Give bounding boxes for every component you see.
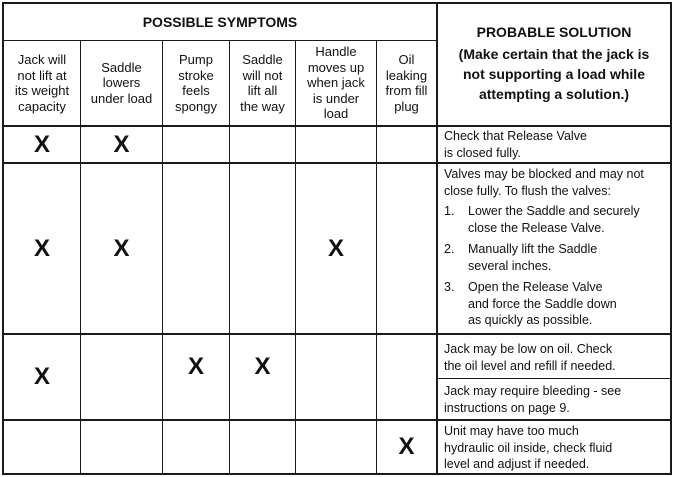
row-2-mark-jack-will-not-lift: X (33, 234, 50, 262)
row-3-split-divider (438, 378, 672, 379)
flush-steps-list (444, 203, 668, 329)
symptom-header-jack-will-not-lift: Jack will not lift at its weight capacity (14, 52, 70, 114)
flush-step-number: 2. (444, 242, 455, 256)
solution-note: (Make certain that the jack is not supporting a load while attempting a solution.) (458, 46, 650, 102)
row-3-mark-pump-spongy: X (187, 353, 204, 380)
symptom-header-saddle-will-not-lift: Saddle will not lift all the way (240, 52, 285, 114)
table-border-right (670, 2, 672, 475)
symptom-header-oil-leaking: Oil leaking from fill plug (385, 52, 428, 114)
solution-title: PROBABLE SOLUTION (476, 24, 632, 40)
row-1-solution: Check that Release Valve is closed fully. (444, 129, 587, 160)
flush-step-text: Open the Release Valve and force the Saddle down as quickly as possible. (468, 280, 617, 327)
flush-step (444, 203, 668, 236)
row-4-solution: Unit may have too much hydraulic oil inside, check fluid level and adjust if needed. (444, 424, 613, 471)
table-border-bottom (2, 473, 672, 475)
row-2-mark-handle-moves-up: X (327, 234, 344, 262)
row-3-solution-bleeding: Jack may require bleeding - see instructions on page 9. (444, 384, 622, 415)
flush-step-text: Manually lift the Saddle several inches. (468, 242, 598, 273)
symptom-header-saddle-lowers: Saddle lowers under load (90, 59, 153, 106)
flush-step-number: 3. (444, 280, 455, 294)
row-3-mark-saddle-will-not-lift: X (254, 353, 271, 380)
flush-step-number: 1. (444, 204, 455, 218)
row-3-divider (2, 419, 672, 421)
flush-step (444, 279, 668, 329)
row-3-solution-low-oil: Jack may be low on oil. Check the oil level and refill if needed. (444, 342, 616, 373)
row-1-mark-saddle-lowers: X (113, 130, 130, 158)
row-2-mark-saddle-lowers: X (113, 234, 130, 262)
flush-step-text: Lower the Saddle and securely close the Release Valve. (468, 204, 640, 235)
symptom-header-pump-spongy: Pump stroke feels spongy (175, 52, 217, 114)
symptoms-title: POSSIBLE SYMPTOMS (142, 14, 298, 30)
row-3-mark-jack-will-not-lift: X (33, 363, 50, 390)
row-1-mark-jack-will-not-lift: X (33, 130, 50, 158)
row-2-solution (444, 166, 668, 334)
symptom-header-handle-moves-up: Handle moves up when jack is under load (307, 44, 365, 122)
row-4-mark-oil-leaking: X (398, 433, 415, 460)
flush-step (444, 241, 668, 274)
row-2-solution-intro: Valves may be blocked and may not close fully. To flush the valves: (444, 167, 644, 198)
